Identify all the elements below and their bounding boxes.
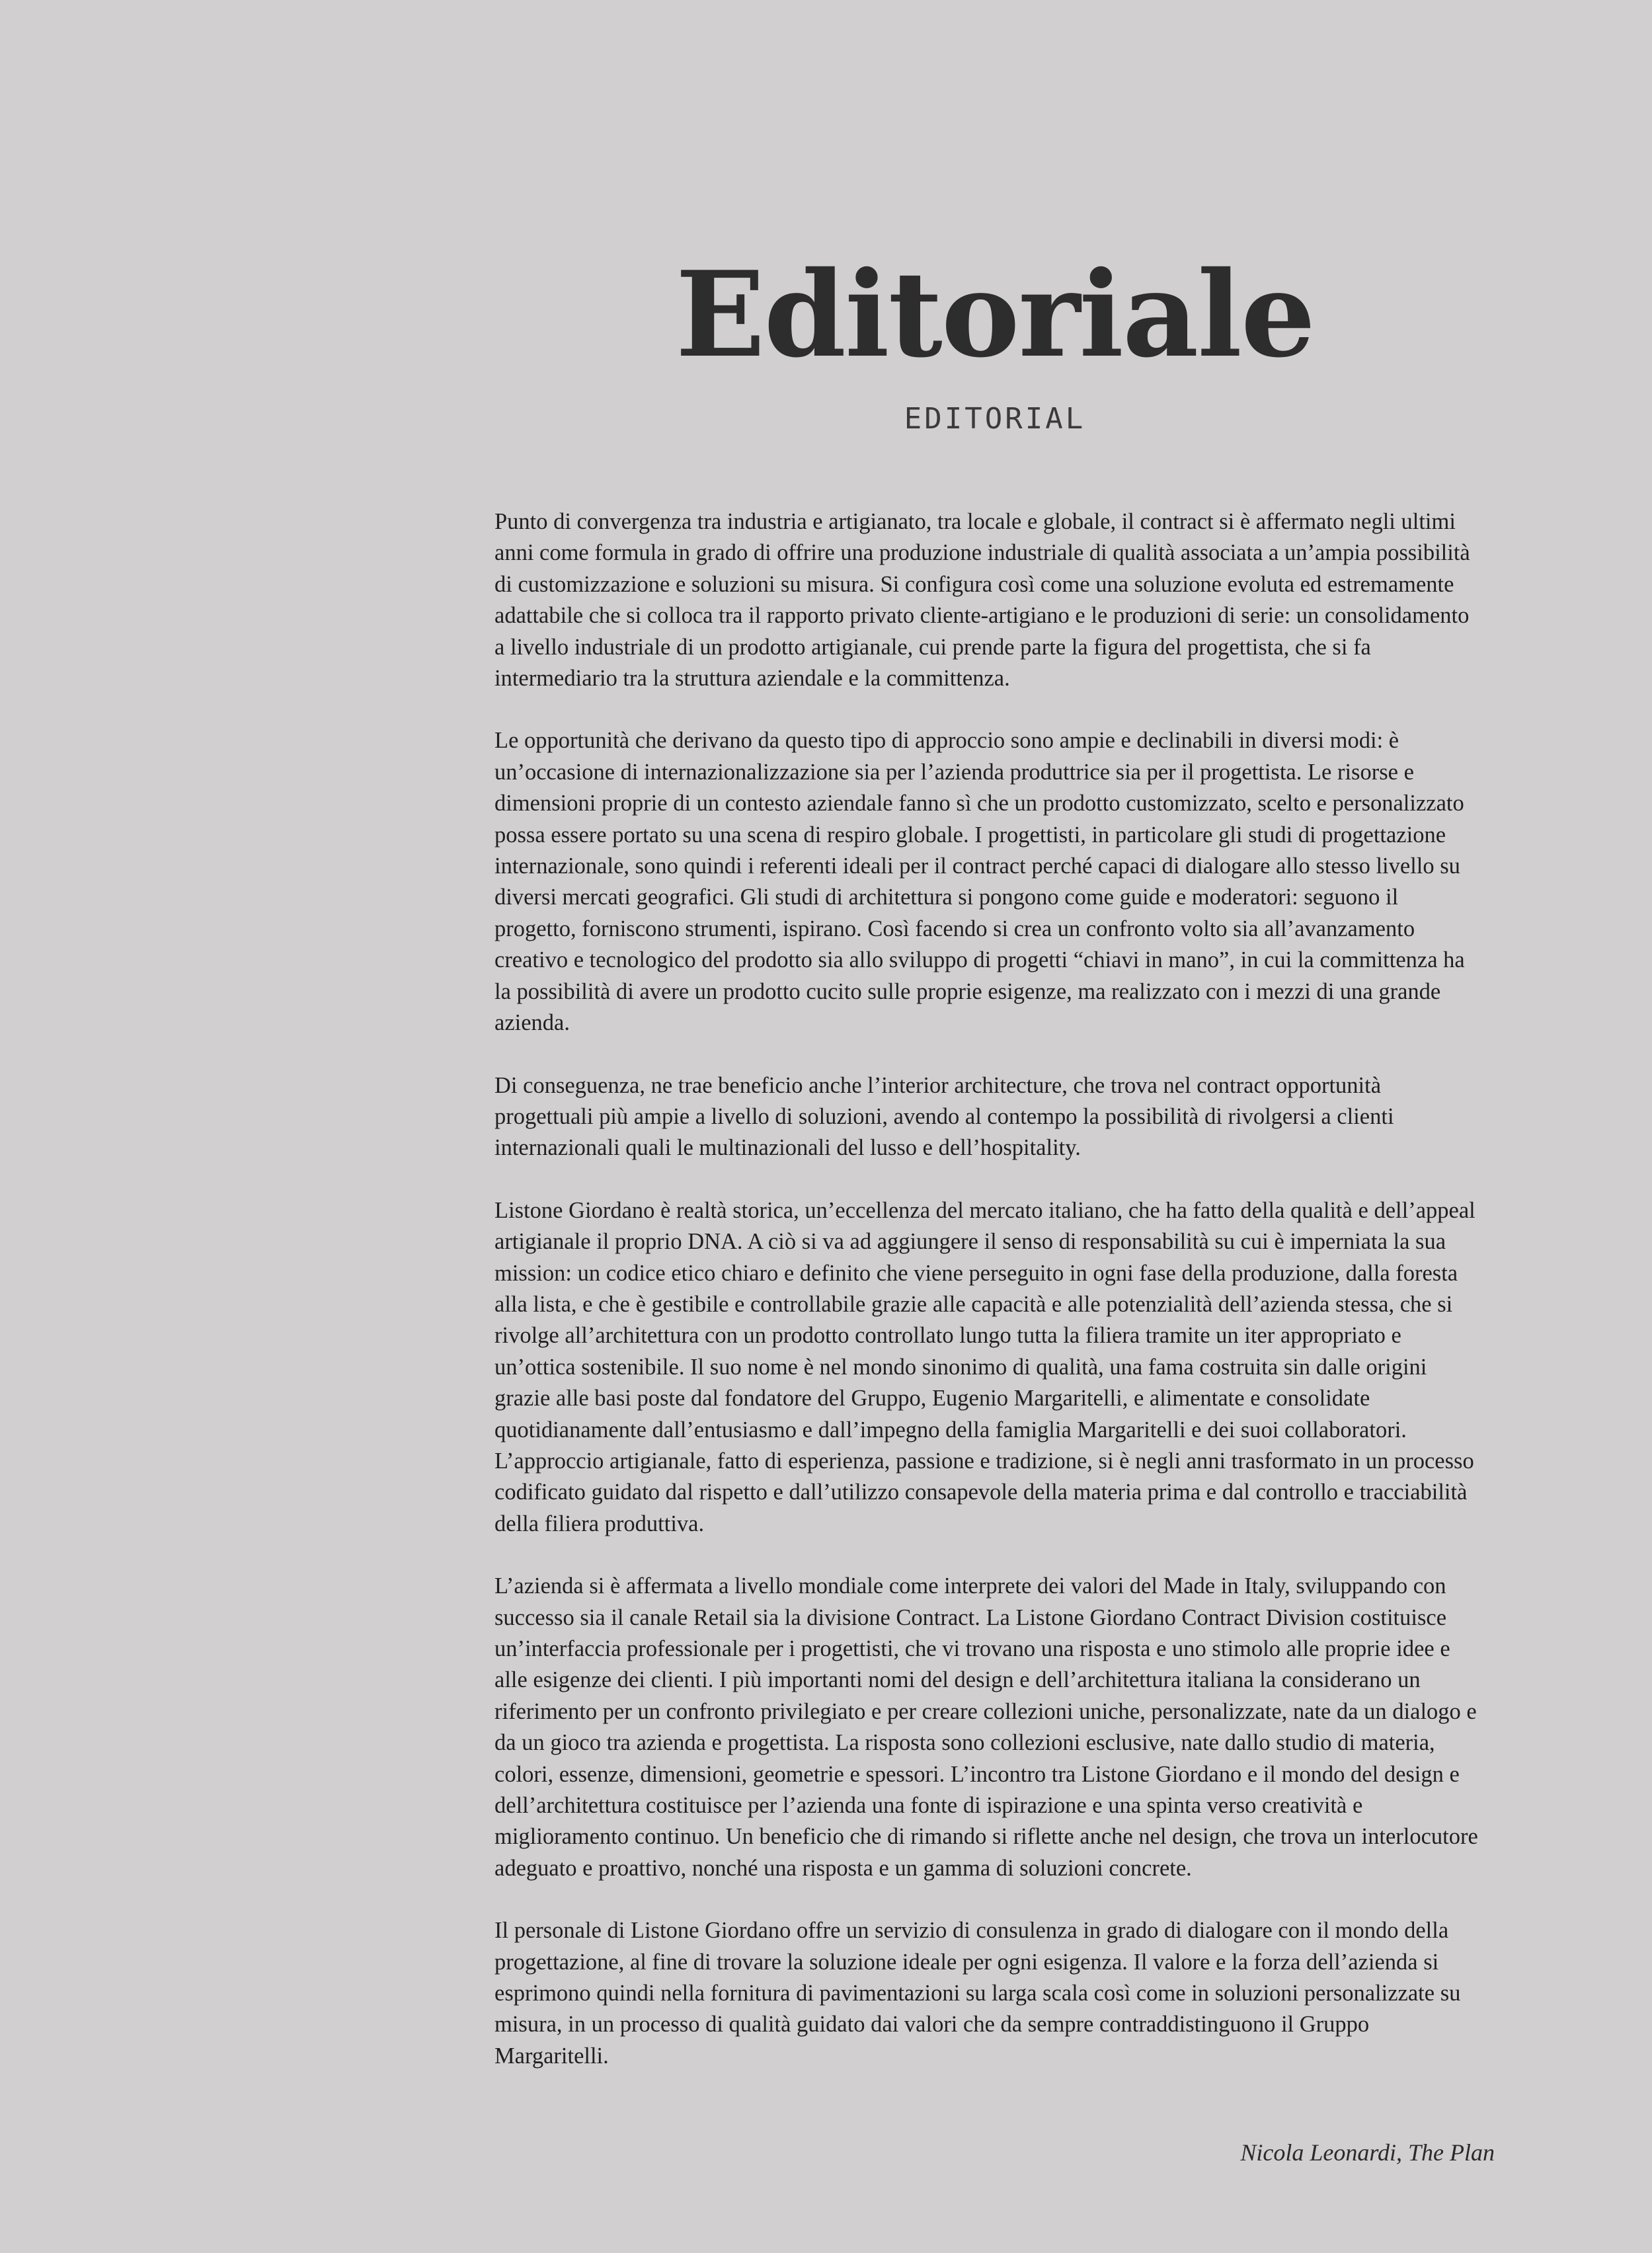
page-subtitle: EDITORIAL (904, 402, 1086, 436)
page-title: Editoriale (675, 245, 1315, 383)
paragraph-4: Listone Giordano è realtà storica, un’eccellenza del mercato italiano, che ha fatto della qualità e dell’appeal artigianale il proprio DNA. A ciò si va ad aggiungere il senso di responsabilità su cui è imperniata la sua mission: un codice etico chiaro e definito che viene perseguito in ogni fase della produzione, dalla foresta alla lista, e che è gestibile e controllabile grazie alle capacità e alle potenzialità dell’azienda stessa, che si rivolge all’architettura con un prodotto controllato lungo tutta la filiera tramite un iter appropriato e un’ottica sostenibile. Il suo nome è nel mondo sinonimo di qualità, una fama costruita sin dalle origini grazie alle basi poste dal fondatore del Gruppo, Eugenio Margaritelli, e alimentate e consolidate quotidianamente dall’entusiasmo e dall’impegno della famiglia Margaritelli e dei suoi collaboratori. L’approccio artigianale, fatto di esperienza, passione e tradizione, si è negli anni trasformato in un processo codificato guidato dal rispetto e dall’utilizzo consapevole della materia prima e dal controllo e tracciabilità della filiera produttiva. (494, 1197, 1475, 1536)
paragraph-5: L’azienda si è affermata a livello mondiale come interprete dei valori del Made in Italy, sviluppando con successo sia il canale Retail sia la divisione Contract. La Listone Giordano Contract Division costituisce un’interfaccia professionale per i progettisti, che vi trovano una risposta e uno stimolo alle proprie idee e alle esigenze dei clienti. I più importanti nomi del design e dell’architettura italiana la considerano un riferimento per un confronto privilegiato e per creare collezioni uniche, personalizzate, nate da un dialogo e da un gioco tra azienda e progettista. La risposta sono collezioni esclusive, nate dallo studio di materia, colori, essenze, dimensioni, geometrie e spessori. L’incontro tra Listone Giordano e il mondo del design e dell’architettura costituisce per l’azienda una fonte di ispirazione e una spinta verso creatività e miglioramento continuo. Un beneficio che di rimando si riflette anche nel design, che trova un interlocutore adeguato e proattivo, nonché una risposta e un gamma di soluzioni concrete. (494, 1573, 1478, 1881)
author-signature: Nicola Leonardi, The Plan (1240, 2139, 1495, 2166)
paragraph-2: Le opportunità che derivano da questo tipo di approccio sono ampie e declinabili in diversi modi: è un’occasione di internazionalizzazione sia per l’azienda produttrice sia per il progettista. Le risorse e dimensioni proprie di un contesto aziendale fanno sì che un prodotto customizzato, scelto e personalizzato possa essere portato su una scena di respiro globale. I progettisti, in particolare gli studi di progettazione internazionale, sono quindi i referenti ideali per il contract perché capaci di dialogare allo stesso livello su diversi mercati geografici. Gli studi di architettura si pongono come guide e moderatori: seguono il progetto, forniscono strumenti, ispirano. Così facendo si crea un confronto volto sia all’avanzamento creativo e tecnologico del prodotto sia allo sviluppo di progetti “chiavi in mano”, in cui la committenza ha la possibilità di avere un prodotto cucito sulle proprie esigenze, ma realizzato con i mezzi di una grande azienda. (494, 728, 1465, 1036)
article-body (494, 506, 1479, 2103)
paragraph-6: Il personale di Listone Giordano offre un servizio di consulenza in grado di dialogare con il mondo della progettazione, al fine di trovare la soluzione ideale per ogni esigenza. Il valore e la forza dell’azienda si esprimono quindi nella fornitura di pavimentazioni su larga scala così come in soluzioni personalizzate su misura, in un processo di qualità guidato dai valori che da sempre contraddistinguono il Gruppo Margaritelli. (494, 1918, 1461, 2069)
paragraph-1: Punto di convergenza tra industria e artigianato, tra locale e globale, il contract si è affermato negli ultimi anni come formula in grado di offrire una produzione industriale di qualità associata a un’ampia possibilità di customizzazione e soluzioni su misura. Si configura così come una soluzione evoluta ed estremamente adattabile che si colloca tra il rapporto privato cliente-artigiano e le produzioni di serie: un consolidamento a livello industriale di un prodotto artigianale, cui prende parte la figura del progettista, che si fa intermediario tra la struttura aziendale e la committenza. (494, 509, 1470, 692)
paragraph-3: Di conseguenza, ne trae beneficio anche l’interior architecture, che trova nel contract opportunità progettuali più ampie a livello di soluzioni, avendo al contempo la possibilità di rivolgersi a clienti internazionali quali le multinazionali del lusso e dell’hospitality. (494, 1072, 1394, 1161)
